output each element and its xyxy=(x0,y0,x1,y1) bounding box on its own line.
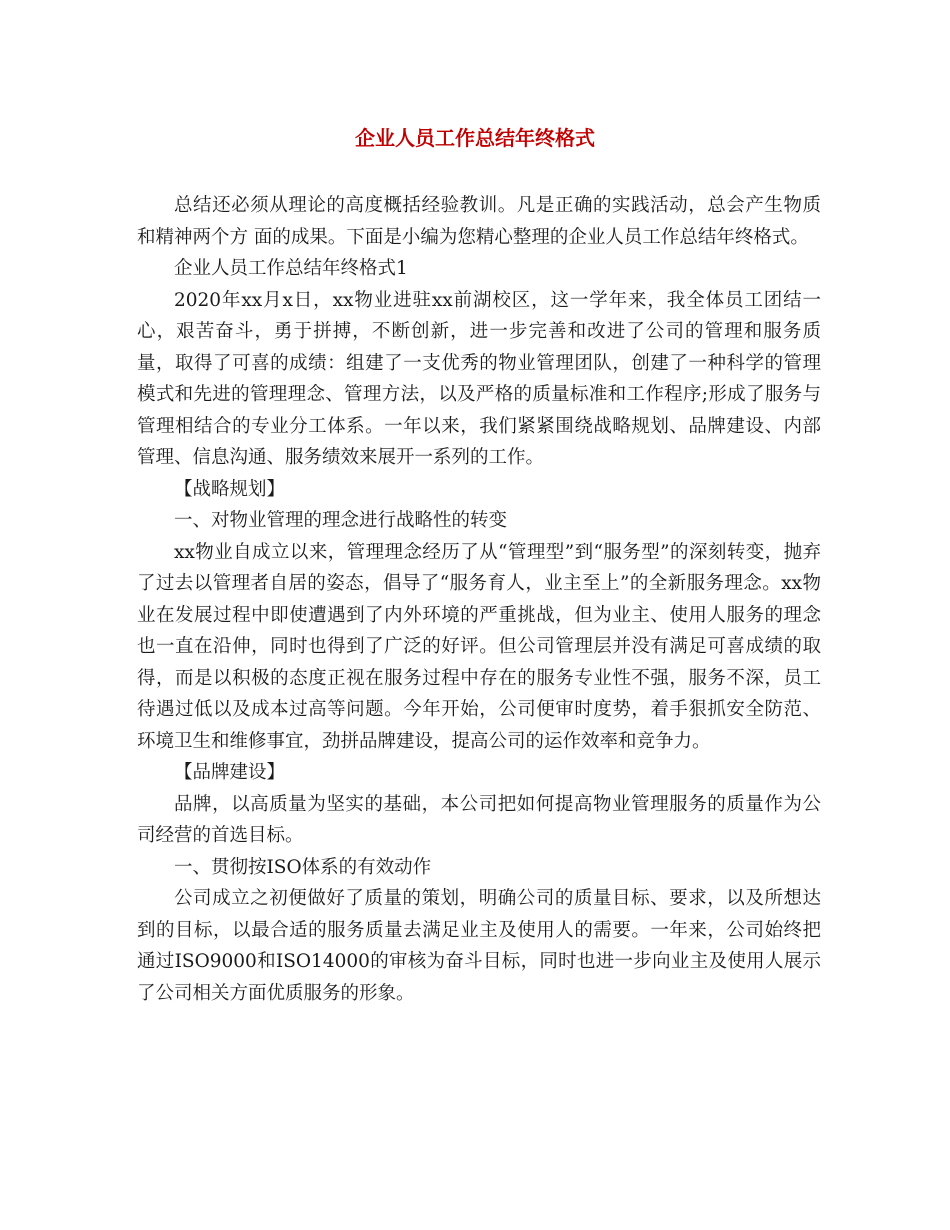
sub-heading: 一、贯彻按ISO体系的有效动作 xyxy=(174,856,432,878)
document-title: 企业人员工作总结年终格式 xyxy=(355,126,595,150)
sub-heading: 一、对物业管理的理念进行战略性的转变 xyxy=(174,510,508,531)
paragraph: 公司成立之初便做好了质量的策划，明确公司的质量目标、要求，以及所想达到的目标，以最合适的服务质量去满足业主及使用人的需要。一年来，公司始终把通过ISO9000和ISO14000的审核为奋斗目标，同时也进一步向业主及使用人展示了公司相关方面优质服务的形象。 xyxy=(137,888,821,1004)
paragraph-intro: 总结还必须从理论的高度概括经验教训。凡是正确的实践活动，总会产生物质和精神两个方 面的成果。下面是小编为您精心整理的企业人员工作总结年终格式。 xyxy=(137,195,821,248)
section-heading: 【品牌建设】 xyxy=(174,762,286,783)
document-body xyxy=(137,190,821,1009)
section-heading: 企业人员工作总结年终格式1 xyxy=(174,258,408,279)
paragraph: 2020年xx月x日，xx物业进驻xx前湖校区，这一学年来，我全体员工团结一心，艰苦奋斗，勇于拼搏，不断创新，进一步完善和改进了公司的管理和服务质量，取得了可喜的成绩：组建了一支优秀的物业管理团队，创建了一种科学的管理模式和先进的管理理念、管理方法，以及严格的质量标准和工作程序;形成了服务与管理相结合的专业分工体系。一年以来，我们紧紧围绕战略规划、品牌建设、内部管理、信息沟通、服务绩效来展开一系列的工作。 xyxy=(137,289,821,468)
section-heading: 【战略规划】 xyxy=(174,478,286,500)
paragraph: xx物业自成立以来，管理理念经历了从“管理型”到“服务型”的深刻转变，抛弃了过去以管理者自居的姿态，倡导了“服务育人，业主至上”的全新服务理念。xx物业在发展过程中即使遭遇到了内外环境的严重挑战，但为业主、使用人服务的理念也一直在沿伸，同时也得到了广泛的好评。但公司管理层并没有满足可喜成绩的取得，而是以积极的态度正视在服务过程中存在的服务专业性不强，服务不深，员工待遇过低以及成本过高等问题。今年开始，公司便审时度势，着手狠抓安全防范、环境卫生和维修事宜，劲拼品牌建设，提高公司的运作效率和竞争力。 xyxy=(137,541,821,752)
paragraph: 品牌，以高质量为坚实的基础，本公司把如何提高物业管理服务的质量作为公司经营的首选目标。 xyxy=(137,793,821,846)
